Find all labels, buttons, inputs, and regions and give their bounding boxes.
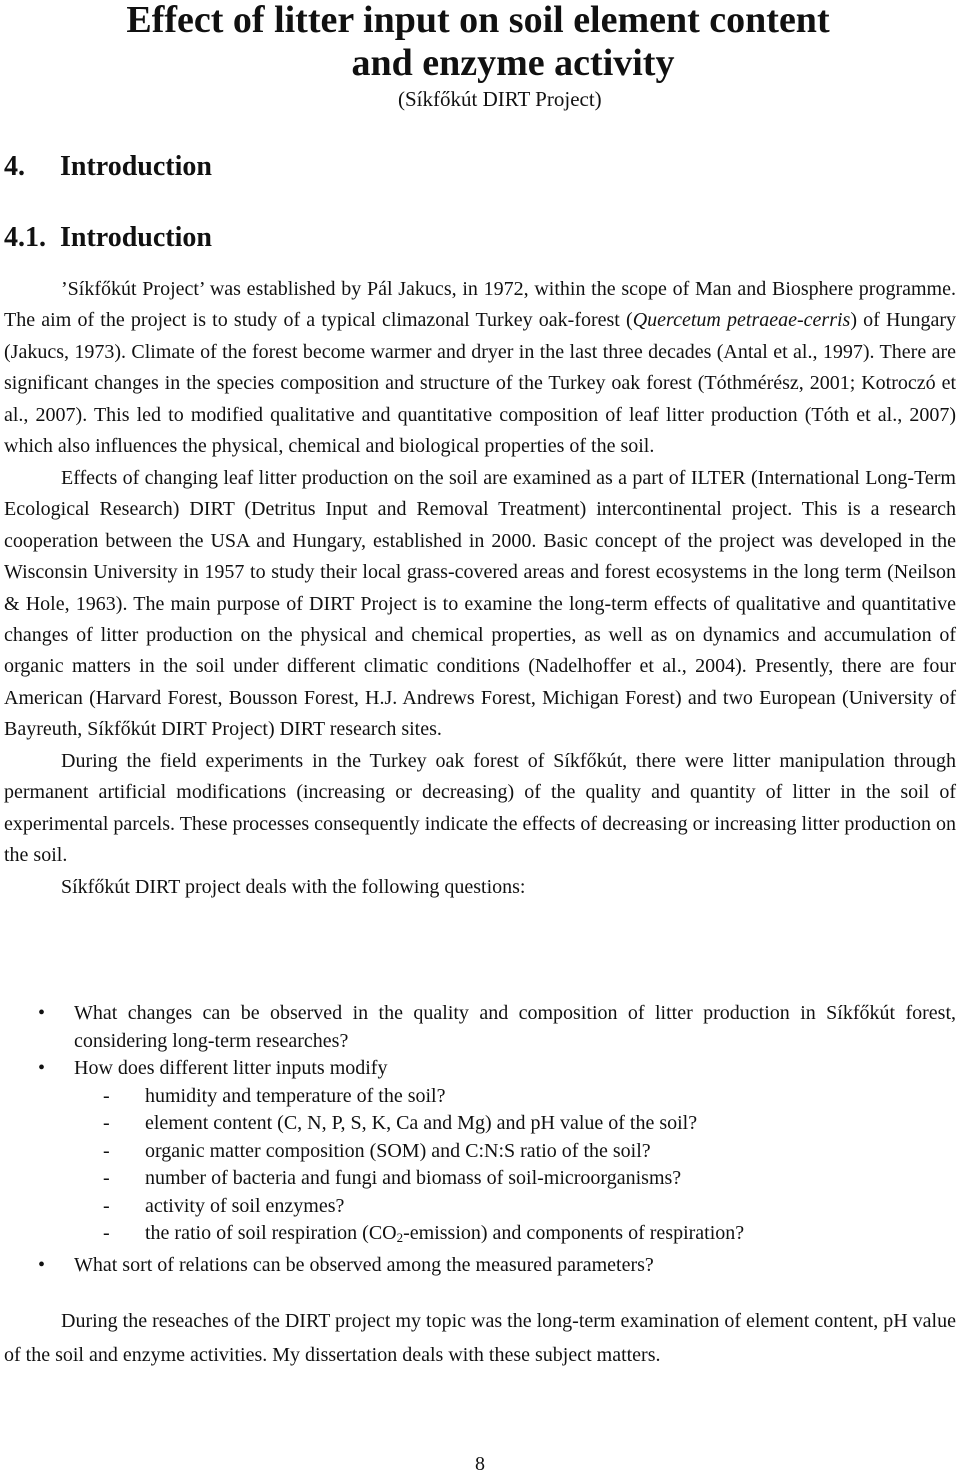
subscript: 2	[396, 1230, 404, 1245]
section-number: 4.	[4, 151, 25, 182]
closing-paragraph: During the reseaches of the DIRT project my topic was the long-term examination of element content, pH value of the soil and enzyme activities. My dissertation deals with these subject matters.	[4, 1310, 956, 1366]
list-item-text: What changes can be observed in the quality and composition of litter production in Síkfőkút forest, considering long-term researches?	[74, 1002, 956, 1052]
paragraph-1-part-a: ’Síkfőkút Project’ was established by Pál Jakucs, in 1972, within the scope of Man and Biosphere programme. The aim of the project is to study of a typical climazonal Turkey oak-forest (	[4, 278, 956, 332]
document-title-line-2: and enzyme activity	[351, 42, 675, 84]
subsection-number: 4.1.	[4, 222, 46, 253]
subsection-heading-4-1	[4, 221, 212, 255]
sub-list-item	[4, 1138, 956, 1166]
sub-list-item	[4, 1110, 956, 1138]
paragraph-3: During the field experiments in the Turkey oak forest of Síkfőkút, there were litter manipulation through permanent artificial modifications (increasing or decreasing) of the quality and quantity of litter in the soil of experimental parcels. These processes consequently indicate the effects of decreasing or increasing litter production on the soil.	[4, 749, 956, 867]
section-title: Introduction	[60, 151, 212, 182]
list-item-text: What sort of relations can be observed among the measured parameters?	[74, 1253, 654, 1276]
document-subtitle: (Síkfőkút DIRT Project)	[398, 87, 602, 111]
dash-icon: -	[103, 1194, 110, 1217]
list-item	[4, 1055, 956, 1083]
sub-list-item-text-tail: -emission) and components of respiration?	[403, 1222, 745, 1244]
body-text	[4, 274, 956, 903]
sub-list-item-text: the ratio of soil respiration (CO	[145, 1222, 397, 1244]
section-heading-4	[4, 150, 212, 184]
paragraph-4: Síkfőkút DIRT project deals with the following questions:	[61, 875, 526, 898]
sub-list-item-text: activity of soil enzymes?	[145, 1194, 345, 1217]
sub-list-item	[4, 1220, 956, 1252]
sub-list-item	[4, 1193, 956, 1221]
dash-icon: -	[103, 1167, 110, 1189]
list-item	[4, 1252, 956, 1280]
questions-list	[4, 1000, 956, 1279]
document-title-line-1: Effect of litter input on soil element content	[126, 0, 830, 41]
paragraph-2: Effects of changing leaf litter production on the soil are examined as a part of ILTER (International Long-Term Ecological Research) DIRT (Detritus Input and Removal Treatment) intercontinental project. This is a research cooperation between the USA and Hungary, established in 2000. Basic concept of the project was developed in the Wisconsin University in 1957 to study their local grass-covered areas and forest ecosystems in the long term (Neilson & Hole, 1963). The main purpose of DIRT Project is to examine the long-term effects of qualitative and quantitative changes of litter production on the physical and chemical properties, as well as on dynamics and accumulation of organic matters in the soil under different climatic conditions (Nadelhoffer et al., 2004). Presently, there are four American (Harvard Forest, Bousson Forest, H.J. Andrews Forest, Michigan Forest) and two European (University of Bayreuth, Síkfőkút DIRT Project) DIRT research sites.	[4, 466, 956, 741]
sub-list-item-text: element content (C, N, P, S, K, Ca and Mg) and pH value of the soil?	[145, 1112, 698, 1134]
bullet-icon: •	[38, 1253, 46, 1276]
dash-icon: -	[103, 1112, 110, 1134]
page-number: 8	[475, 1453, 485, 1475]
sub-list-item	[4, 1165, 956, 1193]
bullet-icon: •	[38, 1057, 46, 1079]
sub-list-item-text: number of bacteria and fungi and biomass of soil-microorganisms?	[145, 1167, 682, 1189]
sub-list-item	[4, 1083, 956, 1111]
dash-icon: -	[103, 1222, 110, 1244]
sub-questions-list	[4, 1083, 956, 1252]
dash-icon: -	[103, 1084, 110, 1107]
bullet-icon: •	[38, 1002, 46, 1024]
sub-list-item-text: humidity and temperature of the soil?	[145, 1084, 446, 1107]
subsection-title: Introduction	[60, 222, 212, 253]
list-item	[4, 1000, 956, 1055]
species-name-italic: Quercetum petraeae-cerris	[632, 309, 851, 332]
paragraph-1	[4, 274, 956, 463]
dash-icon: -	[103, 1139, 110, 1162]
list-item-text: How does different litter inputs modify	[74, 1057, 388, 1079]
paragraph-1-part-b: ) of Hungary (Jakucs, 1973). Climate of the forest become warmer and dryer in the last three decades (Antal et al., 1997). There are significant changes in the species composition and structure of the Turkey oak forest (Tóthmérész, 2001; Kotroczó et al., 2007). This led to modified qualitative and quantitative composition of leaf litter production (Tóth et al., 2007) which also influences the physical, chemical and biological properties of the soil.	[4, 309, 957, 458]
sub-list-item-text: organic matter composition (SOM) and C:N:S ratio of the soil?	[145, 1139, 651, 1162]
